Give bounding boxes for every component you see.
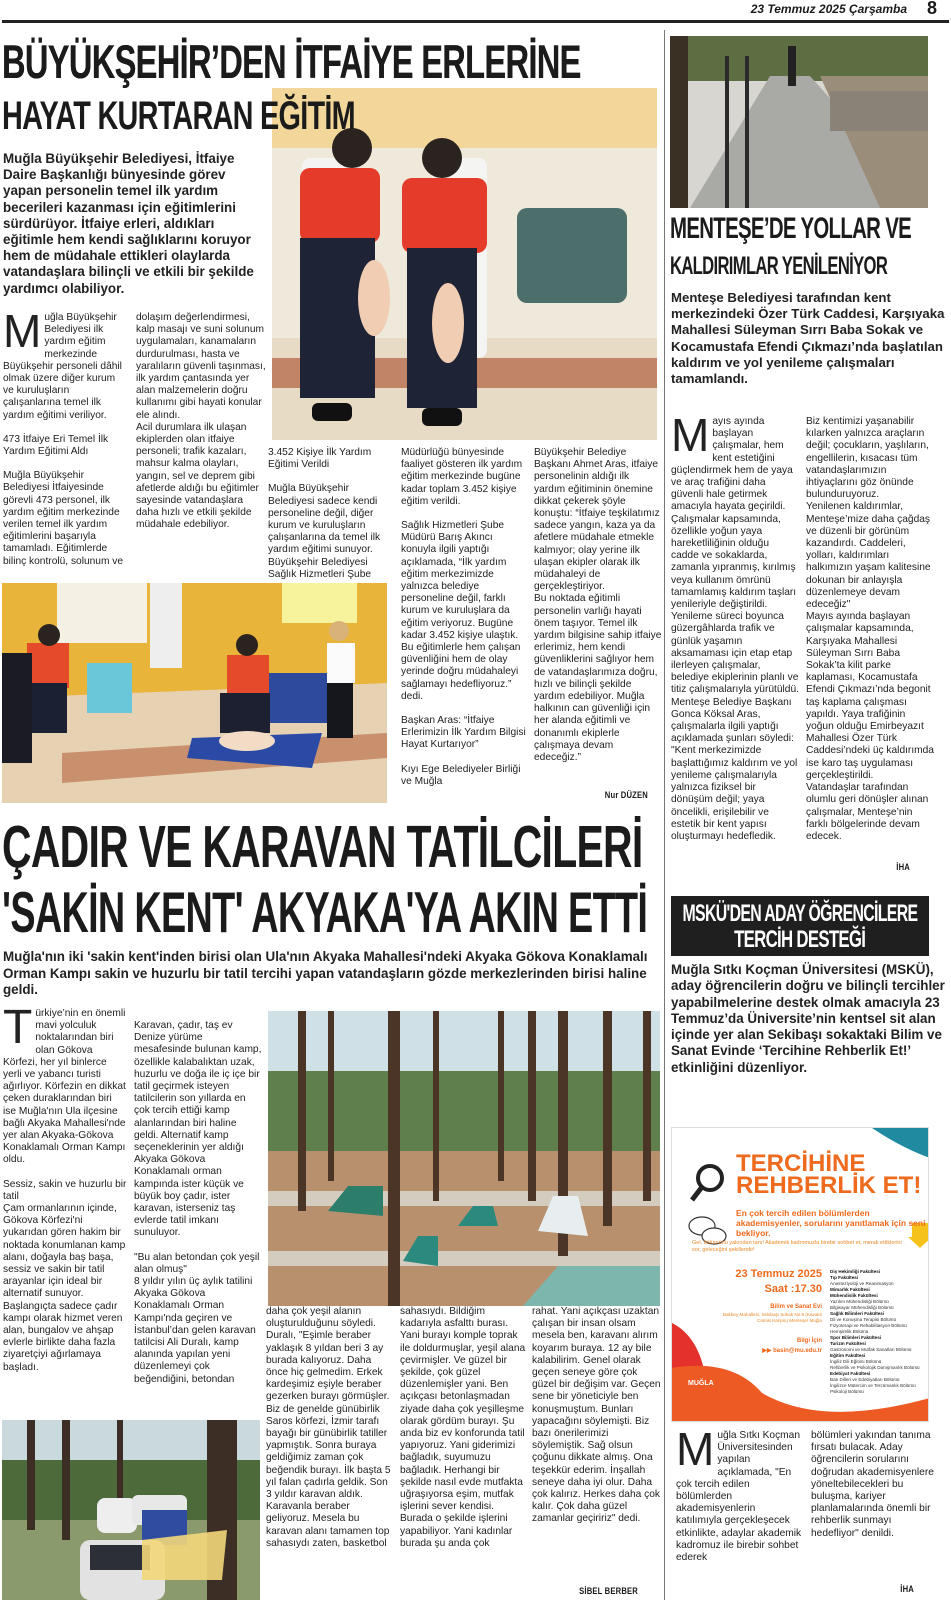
lead-mentese: Menteşe Belediyesi tarafından kent merkezindeki Özer Türk Caddesi, Karşıyaka Mahallesi Süleyman Sırrı Baba Sokak ve Kocamustafa Efendi Çıkmazı’nda başlatılan kaldırım ve yol yenileme çalışmaları tamamlandı. — [671, 290, 945, 387]
itfaiye-col3 — [268, 447, 396, 593]
poster-logo: MUĞLA — [688, 1380, 714, 1387]
headline-msku-line2: TERCİH DESTEĞİ — [734, 926, 866, 953]
itfaiye-col4 — [401, 447, 529, 788]
headline-msku-line1: MSKÜ'DEN ADAY ÖĞRENCİLERE — [682, 900, 918, 927]
headline-mentese-line1: MENTEŞE’DE YOLLAR VE — [670, 212, 912, 245]
body-text: uğla Sıtkı Koçman Üniversitesinden yapılan açıklamada, "En çok tercih edilen bölümlerden akademisyenlerin katılımıyla gerçekleşecek etkinlikte, adaylar akademik kadromuz ile birebir sohbet ederek — [676, 1430, 802, 1564]
cpr-illustration — [2, 583, 387, 803]
faculty-name: Turizm Fakültesi — [830, 1341, 866, 1346]
body-text: Büyükşehir Belediye Başkanı Ahmet Aras, itfaiye personelinin aldığı ilk yardım eğitiminin önemine dikkat çekerek şöyle konuştu: “İtfaiye teşkilatımız sadece yangın, kaza ya da afetlere müdahale etmekle kalmıyor; olay yerine ilk ulaşan ekipler olarak ilk müdahaleyi de gerçekleştiriyor. — [534, 447, 660, 593]
faculty-name: Mimarlık Fakültesi — [830, 1287, 870, 1292]
department-name: Fizyoterapi ve Rehabilitasyon Bölümü — [830, 1323, 907, 1328]
body-text: Çalışmalar kapsamında, özellikle yoğun yaya hareketliliğinin olduğu cadde ve sokaklarda, zamanla yıpranmış, kırılmış veya kullanım ömrünü tamamlamış kaldırım taşları yenileriyle değiştirildi. Yenileme süreci boyunca güzergâhlarda trafik ve günlük yaşamın aksamaması için etap etap ilerleyen çalışmalar, belediye ekiplerinin planlı ve titiz çalışmalarıyla yürütüldü. — [671, 513, 799, 696]
body-text: uğla Büyükşehir Belediyesi ilk yardım eğitim merkezinde Büyükşehir personeli dâhil olmak üzere diğer kurum ve kuruluşların çalışanlarına temel ilk yardım eğitimi veriliyor. — [3, 312, 122, 421]
byline-akyaka: SİBEL BERBER — [579, 1586, 638, 1596]
body-text: Biz kentimizi yaşanabilir kılarken yalnızca araçların değil; çocukların, yaşlıların, engellilerin, kısacası tüm vatandaşlarımızın ihtiyaçlarını göz önünde bulunduruyoruz. — [806, 416, 929, 501]
headline-akyaka-line1: ÇADIR VE KARAVAN TATİLCİLERİ — [2, 813, 643, 881]
subhead: Karavan, çadır, taş ev — [134, 1020, 233, 1031]
dropcap: T — [3, 1001, 33, 1054]
subhead: 3.452 Kişiye İlk Yardım Eğitimi Verildi — [268, 447, 372, 471]
department-name: Gastronomi ve Mutfak Sanatları Bölümü — [830, 1347, 912, 1352]
itfaiye-col5 — [534, 447, 662, 764]
department-name: Anesteziyoloji ve Reanimasyon — [830, 1281, 894, 1286]
body-text: sahasıydı. Bildiğim kadarıyla asfalttı burası. Yani burayı komple toprak ile doldurmuşlar, yeşil alana çevirmişler. Ve güzel bir şekilde, çok güzel düzenlemişler yani. Ben açıkçası betonlaşmadan ziyade daha çok yeşilleşme olarak gördüm burayı. Şu anda biz ev konforunda tatil yapıyoruz. Yani giderimizi bağladık, suyumuzu bağladık. Herhangi bir şekilde nasıl evde mutfakta uğraşıyorsa eşim, mutfak işlerini sever kendisi. Burada o şekilde işlerini yapabiliyor. Yani kadınlar burada şu anda çok — [400, 1306, 526, 1549]
headline-itfaiye-line2: HAYAT KURTARAN EĞİTİM — [2, 94, 355, 138]
akyaka-col1 — [3, 1001, 127, 1386]
dropcap: M — [3, 305, 42, 357]
body-text: 8 yıldır yılın üç aylık tatilini Akyaka Gökova Konaklamalı Orman Kampı'nda geçiren ve İstanbul’dan gelen karavan tatilcisi Ali Duralı, kamp alanında yapılan yeni düzenlemeyi çok beğendiğini, betondan — [134, 1276, 256, 1385]
page-number: 8 — [926, 0, 937, 18]
department-name: Bilgisayar Mühendisliği Bölümü — [830, 1305, 894, 1310]
itfaiye-col1 — [3, 305, 128, 580]
department-name: Yazılım Mühendisliği Bölümü — [830, 1299, 889, 1304]
camp-illustration — [268, 1011, 660, 1306]
body-text: bölümleri yakından tanıma fırsatı bulacak. Aday öğrencilerin sorularını doğrudan akademisyenlere yöneltebilecekleri bu buluşma, kariyer planlamalarında önemli bir rehberlik sunmayı hedefliyor" denildi. — [811, 1430, 934, 1539]
faculty-name: Edebiyat Fakültesi — [830, 1371, 871, 1376]
faculty-name: Tıp Fakültesi — [830, 1275, 859, 1280]
body-text: rahat. Yani açıkçası uzaktan çalışan bir insan olsam mesela ben, karavanı alırım koyarım buraya. 12 ay bile kalabilirim. Genel olarak geçen seneye göre çok güzel bir değişim var. Geçen sene bir yöneticiyle ben konuşmuştum. Bunları yapacağını söylemişti. Biz bazı önerilerimizi söylemiştik. Sağ olsun çoğunu dikkate almış. Ona teşekkür ederim. İnşallah seneye daha iyi olur. Daha çok kalırız. Herkes daha çok kalır. Çok daha güzel zamanlar geçiririz" dedi. — [532, 1306, 661, 1525]
body-text: ürkiye’nin en önemli mavi yolculuk noktalarından biri olan Gökova Körfezi, her yıl binlerce yerli ve yabancı turisti ağırlıyor. Körfezin en dikkat çeken duraklarından biri ise Muğla'nın Ula ilçesine bağlı Akyaka Mahallesi'nde yer alan Akyaka-Gökova Konaklamalı Orman Kampı oldu. — [3, 1008, 126, 1166]
headline-box-msku — [671, 896, 929, 956]
body-text: Muğla Büyükşehir Belediyesi sadece kendi personeline değil, diğer kurum ve kuruluşların çalışanlarına da temel ilk yardım eğitimi sunuyor. Büyükşehir Belediyesi Sağlık Hizmetleri Şube — [268, 483, 381, 580]
byline-mentese: İHA — [896, 862, 910, 872]
lead-akyaka: Muğla'nın iki 'sakin kent'inden birisi olan Ula'nın Akyaka Mahallesi'ndeki Akyaka Gökova Konaklamalı Orman Kampı sakin ve huzurlu bir tatil tercihi yapan vatandaşların gözde merkezlerinden birisi haline geldi. — [3, 949, 648, 997]
body-text: Sağlık Hizmetleri Şube Müdürü Barış Akıncı konuyla ilgili yaptığı açıklamada, “İlk yardım eğitim merkezimizde yalnızca belediye personeline değil, farklı kurum ve kuruluşlara da eğitim veriyoruz. Bugüne kadar 3.452 kişiye ulaştık. Bu eğitimlerle hem çalışan güvenliğini hem de olay yerinde doğru müdahaleyi sağlamayı hedefliyoruz.” dedi. — [401, 520, 521, 702]
department-name: İngiliz Dili Eğitimi Bölümü — [830, 1359, 882, 1364]
subhead: Sessiz, sakin ve huzurlu bir tatil — [3, 1178, 127, 1202]
body-text: Denize yürüme mesafesinde bulunan kamp, özellikle kalabalıktan uzak, huzurlu ve doğa ile iç içe bir tatil geçirmek isteyen tatilcilerin son yıllarda en çok tercih ettiği kamp alanlarından biri haline geldi. Alternatif kamp seçeneklerinin yer aldığı Akyaka Gökova Konaklamalı orman kampında ister küçük ve büyük boy çadır, ister karavan, isterseniz taş evlerde tatil imkanı sunuluyor. — [134, 1032, 262, 1239]
body-text: dolaşım değerlendirmesi, kalp masajı ve suni solunum uygulamaları, kanamaların durdurulması, hasta ve yaralıların güvenli taşınması, ilk yardım çantasında yer alan malzemelerin doğru kullanımı gibi hayati konular ele alındı. — [136, 312, 266, 421]
dropcap: M — [671, 409, 710, 461]
dropcap: M — [676, 1423, 715, 1475]
subhead: Başkan Aras: “İtfaiye Erlerimizin İlk Yardım Bilgisi Hayat Kurtarıyor” — [401, 715, 526, 751]
itfaiye-col2 — [136, 312, 266, 544]
akyaka-col3 — [266, 1306, 394, 1550]
sidewalk-illustration — [670, 36, 928, 208]
department-name: Batı Dilleri ve Edebiyatları Bölümü — [830, 1377, 900, 1382]
msku-col1 — [676, 1423, 802, 1564]
headline-mentese-line2: KALDIRIMLAR YENİLENİYOR — [670, 252, 888, 280]
department-name: Dil ve Konuşma Terapisi Bölümü — [830, 1317, 897, 1322]
akyaka-col2 — [134, 1020, 262, 1386]
body-text: Menteşe Belediye Başkanı Gonca Köksal Aras, çalışmalarla ilgili yaptığı açıklamada şunları söyledi: — [671, 696, 794, 745]
photo-caravan-area — [2, 1420, 260, 1600]
subhead: "Bu alan betondan çok yeşil alan olmuş" — [134, 1251, 260, 1275]
poster-address: Bakbey Mahallesi, Sekibaşı Sokak No:6 (Kavaklı Camisi Karşısı) Menteşe/ Muğla — [722, 1312, 822, 1323]
byline-itfaiye: Nur DÜZEN — [604, 790, 648, 800]
body-text: Muğla Büyükşehir Belediyesi İtfaiyesinde görevli 473 personel, ilk yardım eğitim merkezinde verilen temel ilk yardım eğitimlerini başarıyla tamamladı. Eğitimlerde bilinç kontrolü, solunum ve — [3, 470, 124, 567]
poster-email-link[interactable]: ▶▶ basin@mu.edu.tr — [762, 1348, 822, 1354]
poster-invite: Gel, bölümünü yakından tanı! Akademik kadromuzla birebir sohbet et, merak ettiklerini sor, geleceğini şekillendir! — [692, 1240, 902, 1253]
faculty-name: Eğitim Fakültesi — [830, 1353, 866, 1358]
issue-date: 23 Temmuz 2025 Çarşamba — [750, 2, 907, 16]
headline-itfaiye-line1: BÜYÜKŞEHİR’DEN İTFAİYE ERLERİNE — [2, 34, 581, 88]
body-text: Mayıs ayında başlayan çalışmalar kapsamında, Karşıyaka Mahallesi Süleyman Sırrı Baba Sokak’ta kilit parke kaplaması, Kocamustafa Efendi Çıkmazı’nda begonit taş kaplama çalışması yapıldı. Yaya trafiğinin yoğun olduğu Emirbeyazıt Mahallesi Özer Türk Caddesi’ndeki üç kaldırımda ise karo taş uygulaması gerçekleştirildi. — [806, 611, 934, 781]
department-name: Rehberlik ve Psikolojik Danışmanlık Bölümü — [830, 1365, 920, 1370]
faculty-name: Mühendislik Fakültesi — [830, 1293, 878, 1298]
lead-itfaiye: Muğla Büyükşehir Belediyesi, İtfaiye Daire Başkanlığı bünyesinde görev yapan personelin temel ilk yardım becerileri kazanması için eğitimlerini sürdürüyor. İtfaiye erleri, aldıkları eğitimle hem kendi sağlıklarını koruyor hem de müdahale ettikleri olaylarda vatandaşlara bilinçli ve etkili bir şekilde yardımcı olabiliyor. — [3, 151, 254, 296]
body-text: Vatandaşlar tarafından olumlu geri dönüşler alınan çalışmalar, Menteşe’nin farklı bölgelerinde devam edecek. — [806, 782, 929, 842]
poster-tercihine-rehberlik — [671, 1127, 929, 1422]
subhead: 473 İtfaiye Eri Temel İlk Yardım Eğitimi Aldı — [3, 433, 109, 458]
body-text: Çam ormanlarının içinde, Gökova Körfezi'ni yukarıdan gören hakim bir noktada konumlanan kamp alanı, doğayla baş başa, sessiz ve sakin bir tatil arayanlar için ideal bir alternatif sunuyor. Başlangıçta sadece çadır kampı olarak hizmet veren alan, bungalov ve ahşap evlerle birlikte daha fazla ziyaretçiyi ağırlamaya başladı. — [3, 1203, 126, 1373]
byline-msku: İHA — [900, 1584, 914, 1594]
photo-forest-camp — [268, 1011, 660, 1306]
faculty-name: Diş Hekimliği Fakültesi — [830, 1269, 881, 1274]
poster-title-line1: TERCİHİNE — [736, 1150, 866, 1177]
body-text: Yenilenen kaldırımlar, Menteşe’mize daha çağdaş ve düzenli bir görünüm kazandırdı. Caddeleri, yolları, kaldırımları halkımızın yaşam kalitesine dokunan bir anlayışla düzenlemeye devam edeceğiz" — [806, 501, 931, 611]
poster-info-label: Bilgi İçin — [796, 1338, 822, 1344]
poster-faculty-list — [830, 1269, 928, 1395]
lead-msku: Muğla Sıtkı Koçman Üniversitesi (MSKÜ), aday öğrencilerin doğru ve bilinçli tercihler yapabilmelerine destek olmak amacıyla 23 Temmuz’da Üniversite’nin kentsel sit alan içinde yer alan Sekibaşı sokaktaki Bilim ve Sanat Evinde ‘Tercihine Rehberlik Et!’ etkinliğini düzenliyor. — [671, 962, 945, 1075]
body-text: Bu noktada eğitimli personelin varlığı hayati önem taşıyor. Temel ilk yardım bilgisine sahip itfaiye erlerimiz, hem kendi güvenliklerini sağlıyor hem de vatandaşlarımıza doğru, hızlı ve bilinçli şekilde yardım edebiliyor. Muğla halkının can güvenliği için her alanda eğitimli ve donanımlı ekiplerle çalışmaya devam edeceğiz.” — [534, 593, 662, 764]
photo-renewed-sidewalk — [670, 36, 928, 208]
department-name: Hemşirelik Bölümü — [830, 1329, 869, 1334]
body-text: "Kent merkezimizde başlattığımız kaldırım ve yol yenileme çalışmalarıyla yalnızca fiziksel bir dönüşüm değil; yaya öncelikli, erişilebilir ve estetik bir kent yapısı oluşturmayı hedefledik. — [671, 745, 798, 842]
poster-subtitle: En çok tercih edilen bölümlerden akademisyenler, sorularını yanıtlamak için seni bekliyor. — [736, 1208, 926, 1238]
faculty-name: Sağlık Bilimleri Fakültesi — [830, 1311, 885, 1316]
body-text: Müdürlüğü bünyesinde faaliyet gösteren ilk yardım eğitim merkezinde bugüne kadar toplam 3.452 kişiye eğitim verildi. — [401, 447, 523, 507]
body-text: ayıs ayında başlayan çalışmalar, hem kent estetiğini güçlendirmek hem de yaya ve araç trafiğini daha güvenli hale getirmek amacıyla hayata geçirildi. — [671, 416, 793, 513]
body-text: Acil durumlara ilk ulaşan ekiplerden olan itfaiye personeli; trafik kazaları, mahsur kalma olayları, yangın, sel ve deprem gibi afetlerde aldığı bu eğitimler sayesinde vatandaşlara daha hızlı ve etkili şekilde müdahale edebiliyor. — [136, 421, 259, 531]
poster-venue: Bilim ve Sanat Evi — [770, 1304, 822, 1310]
caravan-illustration — [2, 1420, 260, 1600]
mentese-col2 — [806, 416, 934, 843]
faculty-name: Spor Bilimleri Fakültesi — [830, 1335, 882, 1340]
body-text: daha çok yeşil alanın oluşturulduğunu söyledi. Duralı, "Eşimle beraber yaklaşık 8 yıldan beri 3 ay burada kalıyoruz. Daha önce hiç gelmedim. Erkek kardeşimiz eşiyle beraber gezerken burayı görmüşler. Biz de genelde günübirlik Saros körfezi, İzmir tarafı bayağı bir günübirlik tatiller yapmıştık. Sonra buraya geldiğimiz zaman çok beğendik burayı. İlk başta 5 yıl falan çadırla geldik. Son 3 yıldır karavan aldık. Karavanla beraber geliyoruz. Mesela bu karavan alanı tamamen top sahasıydı zaten, basketbol — [266, 1306, 391, 1549]
department-name: Psikoloji Bölümü — [830, 1389, 864, 1394]
column-divider — [664, 30, 665, 1600]
masthead-rule — [2, 20, 949, 23]
arrow-icon: ▶▶ — [762, 1348, 774, 1354]
akyaka-col4 — [400, 1306, 528, 1550]
headline-akyaka-line2: 'SAKİN KENT' AKYAKA'YA AKIN ETTİ — [2, 879, 648, 945]
poster-title-line2: REHBERLİK ET! — [736, 1172, 922, 1199]
department-name: İngilizce Mütercim ve Tercümanlık Bölümü — [830, 1383, 916, 1388]
akyaka-col5 — [532, 1306, 662, 1526]
body-text: Kıyı Ege Belediyeler Birliği ve Muğla — [401, 763, 521, 787]
poster-time: Saat :17.30 — [764, 1283, 822, 1295]
msku-col2 — [811, 1430, 937, 1540]
mentese-col1 — [671, 409, 799, 843]
photo-cpr-training — [2, 583, 387, 803]
poster-date: 23 Temmuz 2025 — [735, 1268, 822, 1280]
